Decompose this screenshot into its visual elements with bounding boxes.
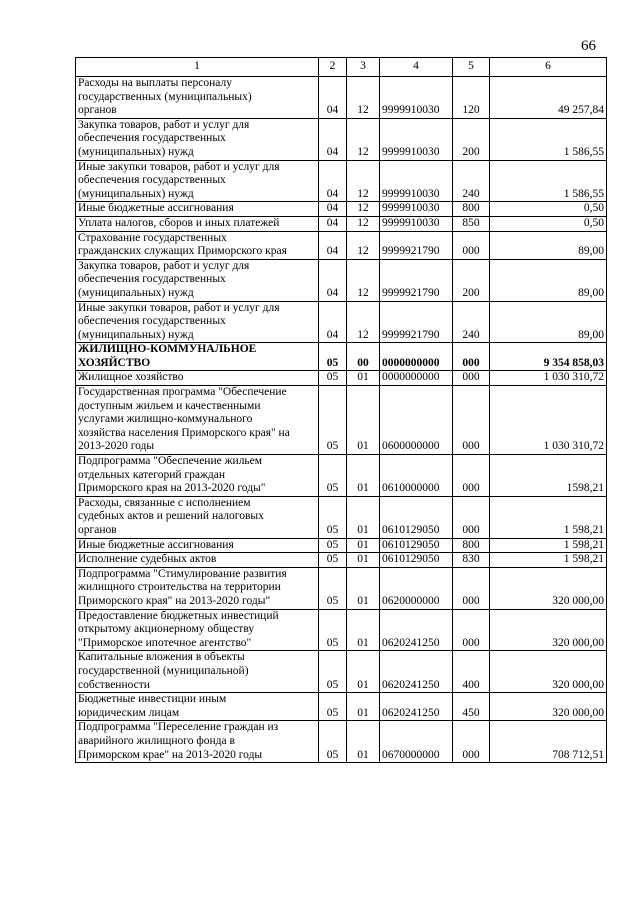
table-row	[76, 651, 607, 693]
subsection-code: 01	[347, 386, 380, 455]
target-item-code: 0670000000	[380, 721, 453, 763]
expense-type-code: 000	[453, 371, 490, 386]
amount: 320 000,00	[490, 567, 607, 609]
amount: 1 586,55	[490, 118, 607, 160]
amount: 1 598,21	[490, 553, 607, 568]
row-name	[76, 231, 319, 259]
target-item-code: 0620241250	[380, 609, 453, 651]
row-name	[76, 216, 319, 231]
amount: 320 000,00	[490, 693, 607, 721]
row-name	[76, 496, 319, 538]
row-name	[76, 609, 319, 651]
expense-type-code: 240	[453, 301, 490, 343]
table-row	[76, 259, 607, 301]
amount: 9 354 858,03	[490, 343, 607, 371]
row-name-line: доступным жильем и качественными	[78, 399, 261, 412]
section-code: 05	[319, 553, 347, 568]
row-name	[76, 371, 319, 386]
row-name	[76, 118, 319, 160]
row-name-line: хозяйства населения Приморского края" на	[78, 426, 290, 439]
amount: 320 000,00	[490, 651, 607, 693]
expense-type-code: 800	[453, 202, 490, 217]
row-name-line: Приморском крае" на 2013-2020 годы	[78, 748, 263, 761]
row-name	[76, 721, 319, 763]
row-name-line: Страхование государственных	[78, 231, 227, 244]
column-header: 3	[347, 58, 380, 77]
row-name-line: обеспечения государственных	[78, 273, 226, 286]
subsection-code: 01	[347, 553, 380, 568]
row-name-line: Подпрограмма "Обеспечение жильем	[78, 455, 263, 468]
amount: 1 586,55	[490, 160, 607, 202]
expense-type-code: 800	[453, 538, 490, 553]
target-item-code: 9999921790	[380, 259, 453, 301]
row-name-line: "Приморское ипотечное агентство"	[78, 636, 252, 649]
amount: 1 030 310,72	[490, 386, 607, 455]
amount: 708 712,51	[490, 721, 607, 763]
expense-type-code: 450	[453, 693, 490, 721]
section-code: 04	[319, 202, 347, 217]
row-name-line: ЖИЛИЩНО-КОММУНАЛЬНОЕ	[78, 343, 257, 356]
row-name-line: ХОЗЯЙСТВО	[78, 356, 151, 369]
amount: 89,00	[490, 259, 607, 301]
row-name	[76, 693, 319, 721]
section-code: 05	[319, 455, 347, 497]
expense-type-code: 000	[453, 231, 490, 259]
row-name	[76, 202, 319, 217]
row-name-line: юридическим лицам	[78, 706, 180, 719]
target-item-code: 9999921790	[380, 301, 453, 343]
row-name	[76, 567, 319, 609]
row-name-line: Расходы, связанные с исполнением	[78, 496, 251, 509]
row-name-line: Уплата налогов, сборов и иных платежей	[78, 216, 280, 229]
row-name-line: 2013-2020 годы	[78, 440, 155, 453]
amount: 89,00	[490, 301, 607, 343]
row-name-line: государственных (муниципальных)	[78, 90, 252, 103]
row-name-line: Бюджетные инвестиции иным	[78, 693, 227, 706]
expense-type-code: 830	[453, 553, 490, 568]
target-item-code: 9999910030	[380, 160, 453, 202]
amount: 1598,21	[490, 455, 607, 497]
section-code: 05	[319, 693, 347, 721]
subsection-code: 01	[347, 651, 380, 693]
row-name	[76, 538, 319, 553]
expense-type-code: 000	[453, 455, 490, 497]
row-name-line: жилищного строительства на территории	[78, 581, 281, 594]
row-name-line: Жилищное хозяйство	[78, 371, 184, 384]
row-name-line: обеспечения государственных	[78, 174, 226, 187]
expense-type-code: 240	[453, 160, 490, 202]
table-row	[76, 371, 607, 386]
row-name-line: Иные бюджетные ассигнования	[78, 202, 234, 215]
row-name	[76, 301, 319, 343]
table-row	[76, 202, 607, 217]
column-header-row	[76, 58, 607, 77]
table-row	[76, 496, 607, 538]
subsection-code: 12	[347, 301, 380, 343]
table-row	[76, 231, 607, 259]
row-name	[76, 553, 319, 568]
row-name-line: Государственная программа "Обеспечение	[78, 386, 287, 399]
section-code: 05	[319, 386, 347, 455]
column-header: 1	[76, 58, 319, 77]
subsection-code: 12	[347, 231, 380, 259]
section-code: 05	[319, 538, 347, 553]
section-code: 04	[319, 259, 347, 301]
row-name-line: открытому акционерному обществу	[78, 623, 255, 636]
row-name-line: Подпрограмма "Переселение граждан из	[78, 721, 279, 734]
row-name-line: аварийного жилищного фонда в	[78, 734, 235, 747]
row-name-line: органов	[78, 104, 117, 117]
table-row	[76, 721, 607, 763]
row-name	[76, 651, 319, 693]
row-name-line: Приморского края на 2013-2020 годы"	[78, 482, 266, 495]
target-item-code: 0610129050	[380, 496, 453, 538]
target-item-code: 9999910030	[380, 77, 453, 119]
section-code: 04	[319, 160, 347, 202]
column-header: 4	[380, 58, 453, 77]
row-name-line: (муниципальных) нужд	[78, 145, 194, 158]
expense-type-code: 000	[453, 567, 490, 609]
row-name-line: Капитальные вложения в объекты	[78, 651, 245, 664]
row-name-line: Приморского края" на 2013-2020 годы"	[78, 594, 271, 607]
amount: 320 000,00	[490, 609, 607, 651]
row-name-line: (муниципальных) нужд	[78, 328, 194, 341]
subsection-code: 12	[347, 118, 380, 160]
row-name-line: Исполнение судебных актов	[78, 553, 217, 566]
section-code: 05	[319, 721, 347, 763]
row-name-line: Закупка товаров, работ и услуг для	[78, 259, 250, 272]
target-item-code: 0000000000	[380, 371, 453, 386]
section-code: 04	[319, 77, 347, 119]
target-item-code: 0000000000	[380, 343, 453, 371]
row-name-line: Иные закупки товаров, работ и услуг для	[78, 301, 280, 314]
row-name-line: обеспечения государственных	[78, 132, 226, 145]
target-item-code: 9999910030	[380, 118, 453, 160]
section-code: 04	[319, 231, 347, 259]
row-name-line: Предоставление бюджетных инвестиций	[78, 609, 279, 622]
target-item-code: 0620241250	[380, 693, 453, 721]
table-row	[76, 553, 607, 568]
target-item-code: 0620000000	[380, 567, 453, 609]
subsection-code: 12	[347, 259, 380, 301]
target-item-code: 9999910030	[380, 202, 453, 217]
section-code: 04	[319, 216, 347, 231]
section-code: 04	[319, 301, 347, 343]
column-header: 2	[319, 58, 347, 77]
table-row	[76, 301, 607, 343]
section-code: 05	[319, 567, 347, 609]
table-row	[76, 160, 607, 202]
section-code: 04	[319, 118, 347, 160]
amount: 0,50	[490, 202, 607, 217]
table-row	[76, 77, 607, 119]
subsection-code: 01	[347, 455, 380, 497]
section-code: 05	[319, 343, 347, 371]
subsection-code: 12	[347, 160, 380, 202]
row-name-line: Расходы на выплаты персоналу	[78, 77, 232, 89]
expense-type-code: 200	[453, 259, 490, 301]
expense-type-code: 120	[453, 77, 490, 119]
row-name-line: органов	[78, 524, 117, 536]
subsection-code: 01	[347, 693, 380, 721]
row-name-line: собственности	[78, 678, 150, 691]
table-row	[76, 386, 607, 455]
table-row	[76, 118, 607, 160]
amount: 49 257,84	[490, 77, 607, 119]
target-item-code: 0600000000	[380, 386, 453, 455]
row-name-line: Иные бюджетные ассигнования	[78, 538, 234, 551]
amount: 0,50	[490, 216, 607, 231]
column-header: 5	[453, 58, 490, 77]
table-row	[76, 609, 607, 651]
subsection-code: 01	[347, 371, 380, 386]
row-name-line: (муниципальных) нужд	[78, 187, 194, 200]
subsection-code: 01	[347, 567, 380, 609]
amount: 1 598,21	[490, 538, 607, 553]
row-name-line: услугами жилищно-коммунального	[78, 413, 253, 426]
column-header: 6	[490, 58, 607, 77]
row-name	[76, 343, 319, 371]
section-code: 05	[319, 609, 347, 651]
subsection-code: 01	[347, 721, 380, 763]
row-name-line: Подпрограмма "Стимулирование развития	[78, 567, 287, 580]
target-item-code: 9999921790	[380, 231, 453, 259]
expense-type-code: 000	[453, 721, 490, 763]
subsection-code: 01	[347, 609, 380, 651]
row-name-line: (муниципальных) нужд	[78, 286, 194, 299]
subsection-code: 12	[347, 202, 380, 217]
row-name	[76, 455, 319, 497]
row-name	[76, 160, 319, 202]
section-code: 05	[319, 371, 347, 386]
expense-type-code: 000	[453, 386, 490, 455]
page-number: 66	[581, 38, 596, 54]
row-name-line: обеспечения государственных	[78, 315, 226, 328]
expense-type-code: 200	[453, 118, 490, 160]
table-row	[76, 538, 607, 553]
amount: 1 030 310,72	[490, 371, 607, 386]
target-item-code: 0610129050	[380, 538, 453, 553]
expense-type-code: 000	[453, 496, 490, 538]
amount: 89,00	[490, 231, 607, 259]
row-name	[76, 259, 319, 301]
row-name-line: гражданских служащих Приморского края	[78, 245, 287, 258]
row-name-line: Иные закупки товаров, работ и услуг для	[78, 160, 280, 173]
row-name-line: Закупка товаров, работ и услуг для	[78, 118, 250, 131]
subsection-code: 12	[347, 216, 380, 231]
target-item-code: 0610129050	[380, 553, 453, 568]
subsection-code: 12	[347, 77, 380, 119]
section-code: 05	[319, 496, 347, 538]
expense-type-code: 000	[453, 609, 490, 651]
table-row	[76, 455, 607, 497]
table-row	[76, 693, 607, 721]
amount: 1 598,21	[490, 496, 607, 538]
row-name	[76, 77, 319, 119]
table-row	[76, 343, 607, 371]
target-item-code: 0620241250	[380, 651, 453, 693]
expense-type-code: 400	[453, 651, 490, 693]
row-name-line: судебных актов и решений налоговых	[78, 510, 264, 523]
subsection-code: 01	[347, 496, 380, 538]
subsection-code: 01	[347, 538, 380, 553]
target-item-code: 0610000000	[380, 455, 453, 497]
target-item-code: 9999910030	[380, 216, 453, 231]
budget-table	[75, 57, 607, 763]
section-code: 05	[319, 651, 347, 693]
table-row	[76, 567, 607, 609]
row-name	[76, 386, 319, 455]
table-row	[76, 216, 607, 231]
expense-type-code: 000	[453, 343, 490, 371]
expense-type-code: 850	[453, 216, 490, 231]
row-name-line: государственной (муниципальной)	[78, 664, 249, 677]
subsection-code: 00	[347, 343, 380, 371]
row-name-line: отдельных категорий граждан	[78, 468, 226, 481]
